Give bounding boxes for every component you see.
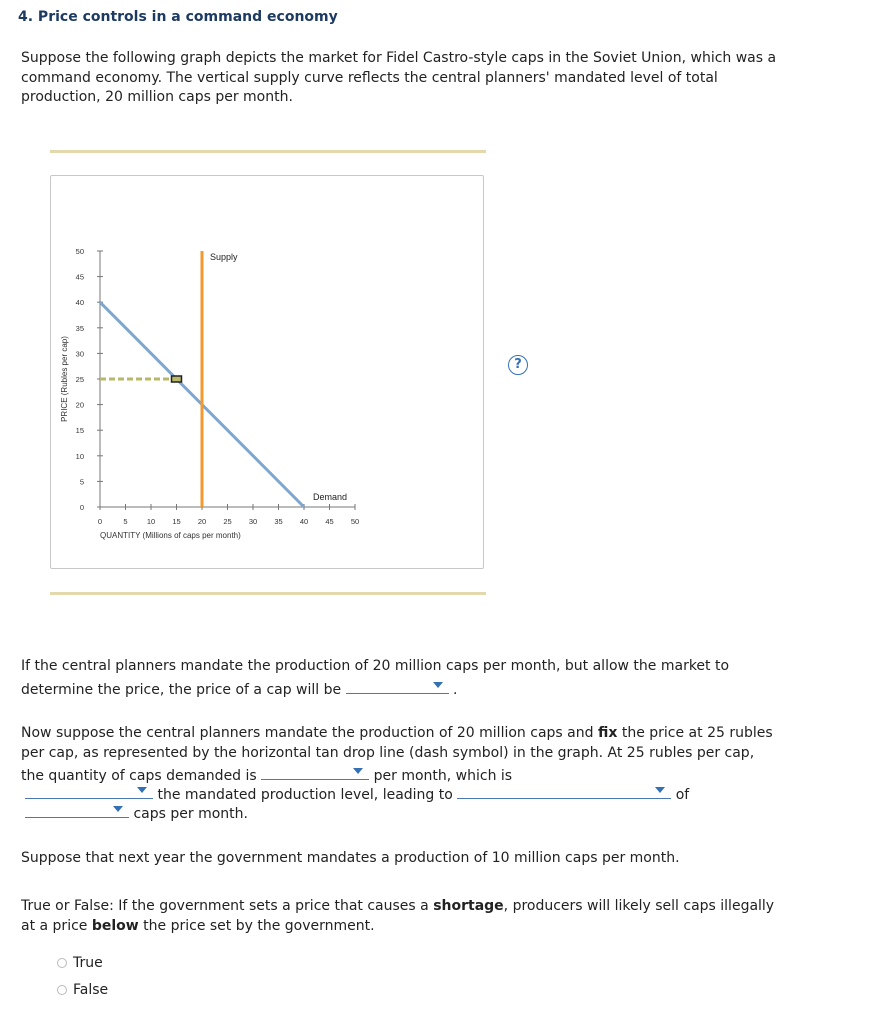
- q2-comparison-dropdown[interactable]: [25, 782, 153, 799]
- question-4: True or False: If the government sets a price that causes a shortage, producers will likely sell caps illegally at a price below the price set by the government.: [21, 898, 775, 934]
- x-tick-label: 15: [172, 517, 181, 526]
- x-tick-label: 5: [123, 517, 128, 526]
- x-tick-label: 40: [299, 517, 309, 526]
- y-tick-label: 5: [79, 477, 84, 487]
- demand-label: Demand: [313, 492, 348, 502]
- y-tick-label: 25: [75, 375, 84, 384]
- question-1: [21, 657, 781, 700]
- q1-text: If the central planners mandate the production of 20 million caps per month, but allow the market to determine the price, the price of a cap will be: [21, 658, 730, 698]
- question-title: 4. Price controls in a command economy: [18, 9, 338, 25]
- top-divider: [50, 150, 486, 153]
- q1-period: .: [453, 681, 458, 698]
- chevron-down-icon: [655, 787, 665, 793]
- y-axis-label: PRICE (Rubles per cap): [60, 336, 69, 422]
- y-tick-label: 35: [75, 323, 84, 333]
- y-tick-label: 45: [75, 272, 84, 282]
- y-tick-label: 20: [75, 400, 84, 410]
- y-tick-label: 50: [75, 247, 84, 256]
- x-tick-label: 50: [350, 517, 360, 526]
- option-false[interactable]: False: [57, 982, 108, 998]
- radio-false[interactable]: [57, 985, 67, 995]
- q2-amount-dropdown[interactable]: [25, 801, 129, 818]
- price-ceiling-marker: [172, 376, 182, 382]
- intro-text: Suppose the following graph depicts the market for Fidel Castro-style caps in the Soviet Union, which was a command economy. The vertical supply curve reflects the central planners' mandated level of total production, 20 million caps per month.: [21, 50, 777, 105]
- chevron-down-icon: [137, 787, 147, 793]
- y-tick-label: 15: [75, 426, 84, 436]
- x-tick-label: 0: [97, 517, 103, 526]
- chevron-down-icon: [353, 768, 363, 774]
- q2-outcome-dropdown[interactable]: [457, 782, 671, 799]
- x-axis-label: QUANTITY (Millions of caps per month): [100, 531, 241, 540]
- question-2: Now suppose the central planners mandate the production of 20 million caps and fix the price at 25 rubles per cap, as represented by the horizontal tan drop line (dash symbol) in the graph. At 25 rubles per cap, the quantity of caps demanded is per month, which is: [21, 725, 773, 784]
- x-tick-label: 25: [223, 517, 232, 526]
- option-true[interactable]: True: [57, 955, 103, 971]
- chevron-down-icon: [113, 806, 123, 812]
- radio-true[interactable]: [57, 958, 67, 968]
- x-tick-label: 10: [146, 517, 156, 526]
- y-tick-label: 0: [79, 503, 84, 512]
- y-tick-label: 40: [75, 298, 84, 308]
- question-2-line4: the mandated production level, leading to of: [25, 782, 883, 806]
- help-icon[interactable]: ?: [508, 355, 528, 375]
- x-tick-label: 30: [248, 517, 258, 526]
- q2-quantity-demanded-dropdown[interactable]: [261, 763, 369, 780]
- x-tick-label: 45: [325, 517, 334, 526]
- q1-price-dropdown[interactable]: [346, 677, 449, 694]
- y-tick-label: 30: [75, 349, 84, 359]
- x-tick-label: 20: [197, 517, 207, 526]
- supply-label: Supply: [210, 252, 238, 262]
- y-tick-label: 10: [75, 451, 84, 461]
- x-tick-label: 35: [274, 517, 283, 526]
- question-2-line5: caps per month.: [25, 801, 248, 825]
- question-3-text: Suppose that next year the government mandates a production of 10 million caps per month.: [21, 850, 680, 866]
- price-quantity-graph: [50, 230, 370, 550]
- chevron-down-icon: [433, 682, 443, 688]
- bottom-divider: [50, 592, 486, 595]
